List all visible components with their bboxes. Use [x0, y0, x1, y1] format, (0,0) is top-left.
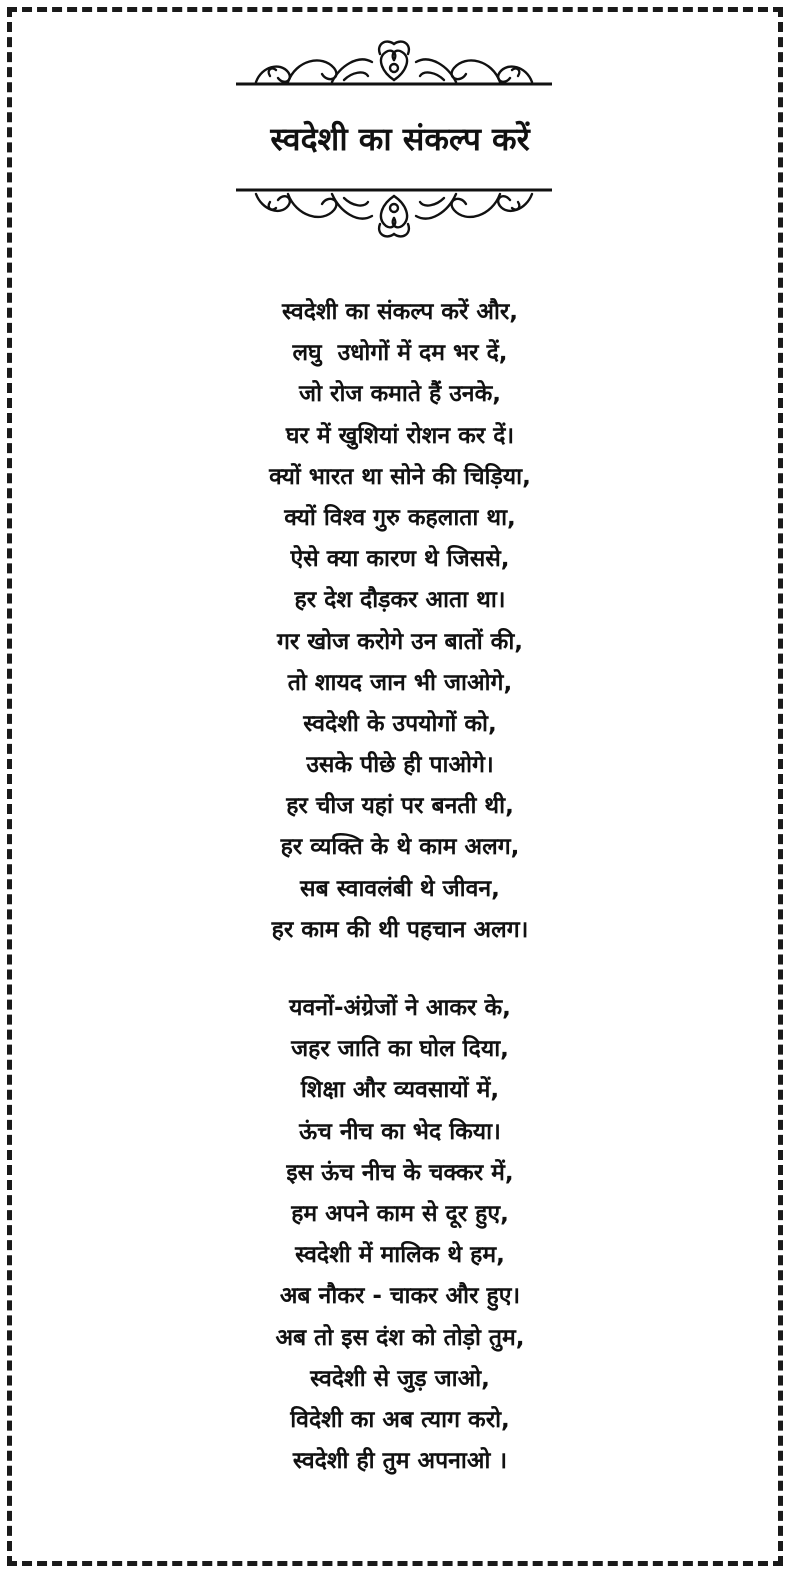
poem-line: जहर जाति का घोल दिया, — [291, 1036, 509, 1063]
poem-line: क्यों भारत था सोने की चिड़िया, — [269, 463, 531, 490]
poem-line: लघु उधोगों में दम भर दें, — [292, 340, 508, 367]
poem-line: यवनों-अंग्रेजों ने आकर के, — [289, 995, 511, 1021]
poem-line: घर में खुशियां रोशन कर दें। — [285, 422, 515, 449]
poem-line: गर खोज करोगे उन बातों की, — [276, 628, 524, 655]
poem-line: जो रोज कमाते हैं उनके, — [299, 381, 501, 408]
poem-line: स्वदेशी का संकल्प करें और, — [281, 299, 519, 325]
poem-line: स्वदेशी में मालिक थे हम, — [295, 1242, 505, 1269]
poem-line: हर देश दौड़कर आता था। — [294, 587, 506, 614]
poem-line: हर काम की थी पहचान अलग। — [271, 916, 529, 943]
poem-line: उसके पीछे ही पाओगे। — [306, 752, 494, 779]
poem-line: स्वदेशी के उपयोगों को, — [303, 710, 497, 737]
poem-stanza-1 — [0, 292, 800, 951]
poem-line: सब स्वावलंबी थे जीवन, — [300, 875, 500, 902]
page-title: स्वदेशी का संकल्प करें — [270, 120, 530, 158]
poem-stanza-2 — [0, 988, 800, 1482]
poem-line: हम अपने काम से दूर हुए, — [291, 1200, 509, 1227]
poem-line: क्यों विश्व गुरु कहलाता था, — [284, 504, 516, 531]
poem-line: अब नौकर - चाकर और हुए। — [279, 1283, 521, 1310]
poem-line: विदेशी का अब त्याग करो, — [290, 1406, 510, 1433]
poem-line: हर चीज यहां पर बनती थी, — [286, 793, 514, 820]
poem-line: तो शायद जान भी जाओगे, — [287, 669, 513, 696]
poem-line: स्वदेशी से जुड़ जाओ, — [310, 1365, 490, 1392]
poem-line: हर व्यक्ति के थे काम अलग, — [280, 834, 520, 861]
poem-line: ऐसे क्या कारण थे जिससे, — [290, 546, 510, 573]
poem-line: अब तो इस दंश को तोड़ो तुम, — [275, 1324, 525, 1351]
top-flourish-ornament — [236, 36, 552, 96]
poem-line: इस ऊंच नीच के चक्कर में, — [286, 1159, 514, 1186]
bottom-flourish-ornament — [236, 184, 552, 244]
poem-line: ऊंच नीच का भेद किया। — [299, 1118, 501, 1145]
poem-line: स्वदेशी ही तुम अपनाओ । — [292, 1448, 508, 1475]
poem-line: शिक्षा और व्यवसायों में, — [300, 1077, 500, 1104]
